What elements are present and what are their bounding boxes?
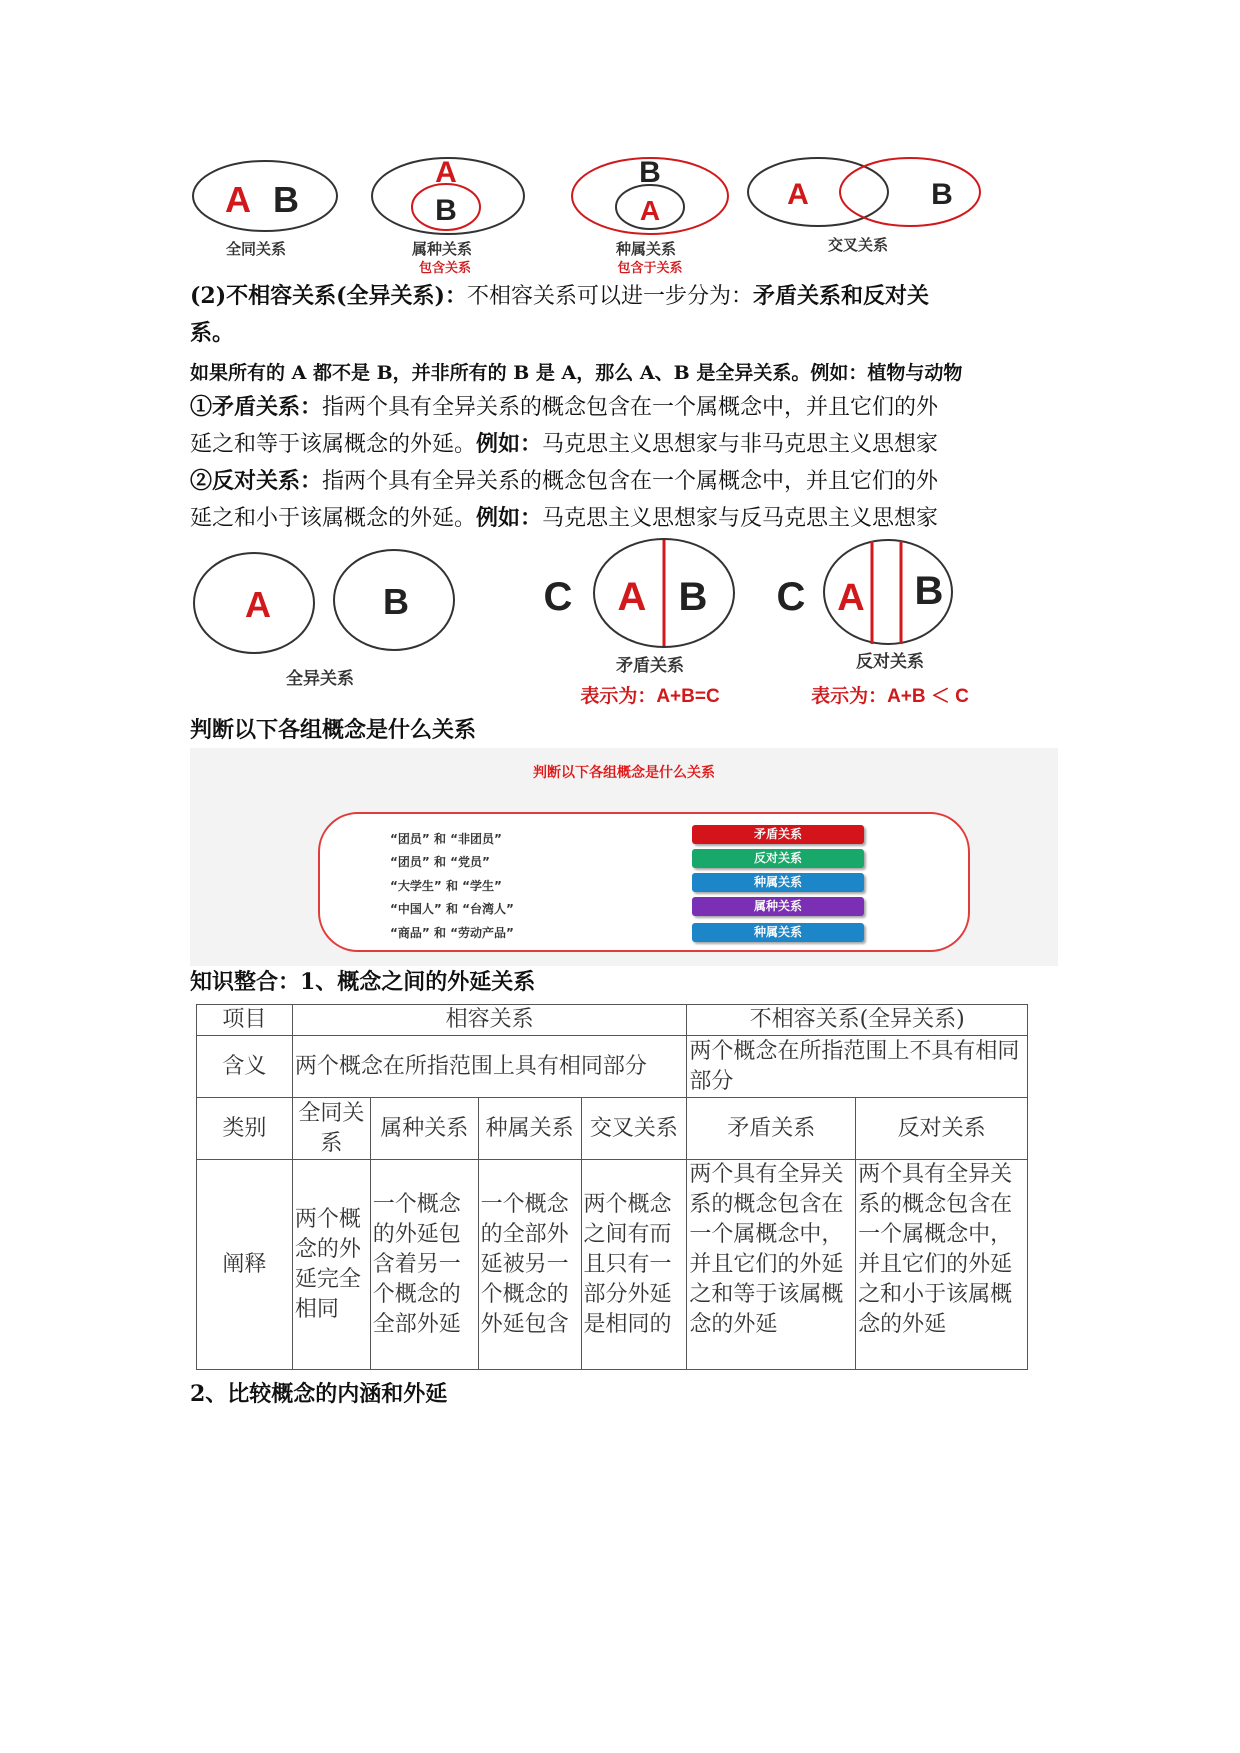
type-contradict: 矛盾关系	[687, 1098, 856, 1160]
example-line: 如果所有的 A 都不是 B，并非所有的 B 是 A，那么 A、B 是全异关系。例如：植物与动物	[190, 362, 963, 384]
quiz-answer-4: 属种关系	[692, 897, 864, 916]
disjoint-a: A	[245, 584, 271, 625]
explain-label: 阐释	[197, 1160, 293, 1370]
genus-species-diagram	[372, 156, 524, 275]
contradict-formula: 表示为：A+B=C	[580, 686, 720, 707]
type-contrary: 反对关系	[856, 1098, 1028, 1160]
section2-title: (2)不相容关系(全异关系)：	[190, 283, 467, 309]
quiz-pair-3: “大学生” 和 “学生”	[390, 879, 502, 893]
type-label: 类别	[197, 1098, 293, 1160]
section2-line1	[190, 278, 929, 315]
disjoint-label: 全异关系	[286, 669, 354, 688]
quiz-pair-4: “中国人” 和 “台湾人”	[390, 902, 514, 916]
contradict-line2	[190, 426, 938, 463]
meaning-label: 含义	[197, 1036, 293, 1098]
header-compat: 相容关系	[292, 1005, 686, 1036]
quiz-panel-title: 判断以下各组概念是什么关系	[533, 765, 715, 781]
explain-contrary: 两个具有全异关系的概念包含在一个属概念中，并且它们的外延之和小于该属概念的外延	[856, 1160, 1028, 1370]
header-item: 项目	[197, 1005, 293, 1036]
section2-line2: 系。	[190, 320, 235, 346]
explain-genus-species: 一个概念的外延包含着另一个概念的全部外延	[370, 1160, 478, 1370]
genus-label: 属种关系	[411, 241, 473, 258]
disjoint-diagram	[194, 550, 454, 688]
contrary-eg-label: 例如：	[476, 505, 543, 531]
top-diagrams	[190, 150, 1020, 275]
table-explain-row	[197, 1160, 1028, 1370]
contrary-line1	[190, 463, 938, 500]
quiz-answer-1: 矛盾关系	[692, 825, 864, 844]
contradict-text2: 延之和等于该属概念的外延。	[190, 432, 477, 457]
identical-a: A	[225, 179, 251, 220]
genus-sub: 包含关系	[418, 260, 472, 275]
quiz-pair-1: “团员” 和 “非团员”	[390, 832, 502, 846]
identical-label: 全同关系	[225, 241, 287, 258]
identical-b: B	[273, 179, 299, 220]
intersect-a: A	[787, 178, 809, 211]
contrary-text2: 延之和小于该属概念的外延。	[190, 506, 477, 531]
quiz-box	[318, 812, 970, 952]
compare-heading: 2、比较概念的内涵和外延	[190, 1381, 448, 1407]
contrary-a: A	[837, 577, 865, 619]
meaning-compat: 两个概念在所指范围上具有相同部分	[292, 1036, 686, 1098]
type-intersect: 交叉关系	[581, 1098, 687, 1160]
type-genus-species: 属种关系	[370, 1098, 478, 1160]
contrary-text1: 指两个具有全异关系的概念包含在一个属概念中，并且它们的外	[322, 469, 939, 494]
genus-outer-a: A	[435, 156, 457, 189]
extension-table	[196, 1004, 1028, 1370]
quiz-panel	[190, 748, 1058, 966]
contrary-b: B	[914, 569, 944, 613]
contrary-label: 反对关系	[856, 652, 924, 671]
species-genus-diagram	[572, 156, 728, 275]
intersect-diagram	[748, 158, 980, 254]
table-type-row	[197, 1098, 1028, 1160]
contrary-line2	[190, 500, 938, 537]
quiz-pair-5: “商品” 和 “劳动产品”	[390, 926, 514, 940]
quiz-pair-2: “团员” 和 “党员”	[390, 855, 490, 869]
contrary-diagram	[777, 540, 970, 707]
quiz-answer-3: 种属关系	[692, 873, 864, 892]
explain-intersect: 两个概念之间有而且只有一部分外延是相同的	[581, 1160, 687, 1370]
explain-identical: 两个概念的外延完全相同	[292, 1160, 370, 1370]
contradict-label: 矛盾关系	[616, 656, 684, 675]
contradict-text1: 指两个具有全异关系的概念包含在一个属概念中，并且它们的外	[322, 395, 939, 420]
quiz-heading: 判断以下各组概念是什么关系	[190, 717, 477, 743]
contradict-c: C	[543, 575, 573, 619]
contradict-diagram	[544, 539, 734, 707]
species-label: 种属关系	[615, 241, 677, 258]
contradict-b: B	[678, 575, 708, 619]
contrary-formula: 表示为：A+B ＜ C	[811, 686, 969, 707]
contradict-a: A	[617, 575, 647, 619]
table-meaning-row	[197, 1036, 1028, 1098]
type-species-genus: 种属关系	[478, 1098, 581, 1160]
species-sub: 包含于关系	[617, 260, 683, 275]
species-outer-b: B	[639, 156, 661, 189]
quiz-answer-5: 种属关系	[692, 923, 864, 942]
mid-diagrams	[190, 538, 980, 713]
species-inner-a: A	[639, 195, 661, 226]
contrary-c: C	[776, 575, 806, 619]
genus-inner-b: B	[435, 194, 457, 227]
section2-text: 不相容关系可以进一步分为：	[466, 284, 753, 309]
intersect-b: B	[931, 178, 953, 211]
contradict-line1	[190, 389, 938, 426]
table-header-row	[197, 1005, 1028, 1036]
contrary-title: ②反对关系：	[190, 468, 323, 494]
integration-heading: 知识整合：1、概念之间的外延关系	[190, 969, 536, 995]
identical-diagram	[193, 161, 337, 258]
explain-species-genus: 一个概念的全部外延被另一个概念的外延包含	[478, 1160, 581, 1370]
contradict-eg: 马克思主义思想家与非马克思主义思想家	[542, 432, 939, 457]
type-identical: 全同关系	[292, 1098, 370, 1160]
disjoint-b: B	[383, 581, 409, 622]
meaning-incompat: 两个概念在所指范围上不具有相同部分	[687, 1036, 1028, 1098]
explain-contradict: 两个具有全异关系的概念包含在一个属概念中，并且它们的外延之和等于该属概念的外延	[687, 1160, 856, 1370]
contrary-eg: 马克思主义思想家与反马克思主义思想家	[542, 506, 939, 531]
contradict-eg-label: 例如：	[476, 431, 543, 457]
contradict-title: ①矛盾关系：	[190, 394, 323, 420]
section2-bold2: 矛盾关系和反对关	[752, 283, 929, 309]
header-incompat: 不相容关系(全异关系)	[687, 1005, 1028, 1036]
intersect-label: 交叉关系	[827, 237, 889, 254]
quiz-answer-2: 反对关系	[692, 849, 864, 868]
